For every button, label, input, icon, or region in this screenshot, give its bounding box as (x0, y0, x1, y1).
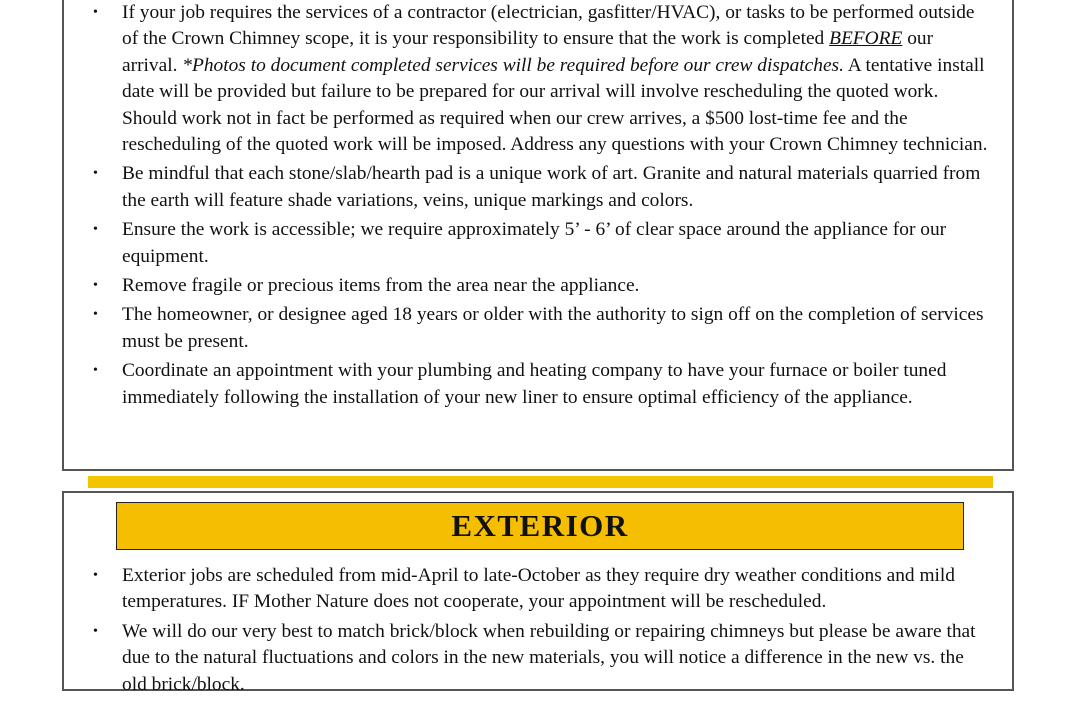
item-text: If your job requires the services of a contractor (electrician, gasfitter/HVAC), or tasks to be performed outside of the Crown Chimney scope, it is your responsibility to ensure that the work is completed BEFORE our arrival. *Photos to document completed services will be required before our crew dispatches. A tentative install date will be provided but failure to be prepared for our arrival will involve rescheduling the quoted work. Should work not in fact be performed as required when our crew arrives, a $500 lost-time fee and the rescheduling of the quoted work will be imposed. Address any questions with your Crown Chimney technician. (122, 2, 988, 156)
bullet-icon: • (93, 623, 98, 639)
list-item (88, 619, 988, 698)
bullet-icon: • (93, 363, 98, 379)
bullet-icon: • (93, 568, 98, 583)
bullet-icon: • (93, 222, 98, 238)
exterior-list (88, 563, 988, 701)
list-item (88, 563, 988, 616)
item-text: We will do our very best to match brick/block when rebuilding or repairing chimneys but please be aware that due to the natural fluctuations and colors in the new materials, you will notice a difference in the new vs. the old brick/block. (122, 620, 976, 695)
section-heading-text: EXTERIOR (451, 508, 629, 543)
bullet-icon: • (93, 166, 98, 182)
list-item (88, 273, 988, 299)
exterior-box (62, 491, 1014, 695)
item-text: Exterior jobs are scheduled from mid-April to late-October as they require dry weather conditions and mild temperatures. IF Mother Nature does not cooperate, your appointment will be rescheduled. (122, 565, 955, 613)
list-item (88, 358, 988, 411)
requirements-box (62, 0, 1014, 471)
bullet-icon: • (93, 5, 98, 20)
section-heading (116, 502, 964, 550)
bullet-icon: • (93, 307, 98, 323)
section-divider-bar (88, 476, 993, 488)
list-item (88, 0, 988, 158)
bullet-icon: • (93, 278, 98, 294)
item-text: The homeowner, or designee aged 18 years or older with the authority to sign off on the completion of services must be present. (122, 304, 984, 352)
list-item (88, 302, 988, 355)
list-item (88, 217, 988, 270)
requirements-list (88, 0, 988, 414)
item-text: Be mindful that each stone/slab/hearth pad is a unique work of art. Granite and natural materials quarried from the earth will feature shade variations, veins, unique markings and colors. (122, 163, 981, 211)
item-text: Ensure the work is accessible; we require approximately 5’ - 6’ of clear space around the appliance for our equipment. (122, 219, 947, 267)
item-text: Remove fragile or precious items from the area near the appliance. (122, 275, 640, 297)
item-text: Coordinate an appointment with your plumbing and heating company to have your furnace or boiler tuned immediately following the installation of your new liner to ensure optimal efficiency of the appliance. (122, 360, 947, 408)
list-item (88, 161, 988, 214)
